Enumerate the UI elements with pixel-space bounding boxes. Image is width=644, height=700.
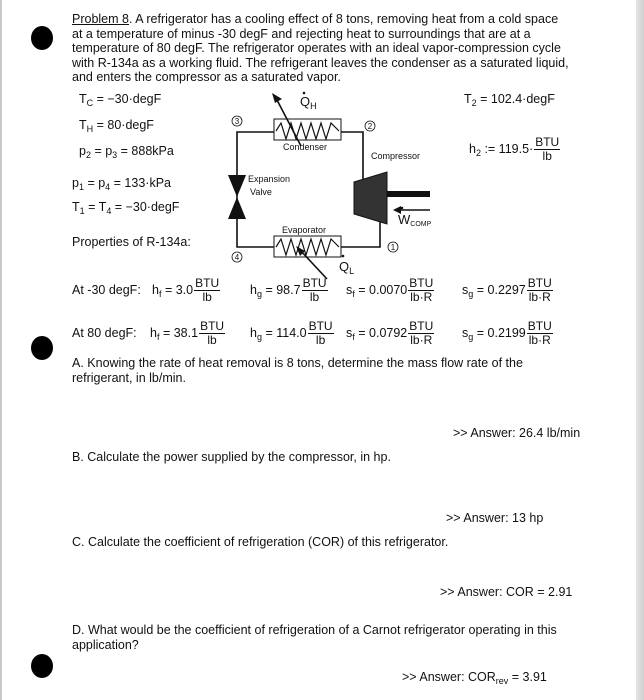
answer-b: >> Answer: 13 hp: [446, 511, 544, 525]
question-c: C. Calculate the coefficient of refrigeration (COR) of this refrigerator.: [72, 535, 449, 549]
state-3: 3: [234, 117, 240, 126]
property-hf: $h_f = 3.0$ $\frac{\text{BTU}}{lb}$: [152, 276, 220, 305]
property-hf: $h_f = 38.1$ $\frac{\text{BTU}}{lb}$: [150, 319, 225, 348]
w-label: WCOMP: [398, 212, 432, 228]
question-d: D. What would be the coefficient of refrigeration of a Carnot refrigerator operating in this application?: [72, 623, 557, 652]
condenser-coil: [276, 123, 339, 139]
binder-hole-icon: [31, 336, 53, 360]
compressor-icon: [354, 172, 387, 224]
condenser-label: Condenser: [283, 142, 328, 152]
compressor-shaft: [387, 191, 430, 197]
state-2: 2: [367, 122, 373, 131]
properties-label: Properties of R-134a:: [72, 235, 191, 249]
qh-arrowhead-icon: [272, 93, 282, 103]
expansion-valve-icon: [228, 175, 246, 197]
state-1: 1: [390, 243, 396, 252]
given-t14: $T_1 = T_4$ = −30·degF: [72, 200, 180, 216]
given-p14: $p_1 = p_4 = 133\cdot kPa$: [72, 176, 171, 192]
given-t2: $T_2$ = 102.4·degF: [464, 92, 555, 108]
property-sf: $s_f = 0.0792$ $\frac{\text{BTU}}{lb\cdot R}$: [346, 319, 434, 348]
answer-d: >> Answer: $COR_{rev} = 3.91$: [402, 670, 547, 686]
property-sg: $s_g = 0.2199$ $\frac{\text{BTU}}{lb\cdot R}$: [462, 319, 552, 348]
given-h2: $h_2$ := 119.5· $\frac{\text{BTU}}{lb}$: [469, 135, 560, 164]
answer-c: >> Answer: COR = 2.91: [440, 585, 573, 599]
compressor-label: Compressor: [371, 151, 421, 161]
given-tc: $T_C$ = −30·degF: [79, 92, 162, 108]
evaporator-coil: [276, 239, 339, 255]
property-row-label: At 80 degF:: [72, 326, 137, 340]
pipe-right-top: [341, 132, 363, 180]
question-b: B. Calculate the power supplied by the compressor, in hp.: [72, 450, 391, 464]
pipe-right-bottom: [341, 218, 380, 247]
refrigeration-cycle-diagram: [0, 0, 644, 280]
property-sf: $s_f = 0.0070$ $\frac{\text{BTU}}{lb\cdot R}$: [346, 276, 434, 305]
given-th: $T_H$ = 80·degF: [79, 118, 154, 134]
question-a: A. Knowing the rate of heat removal is 8 tons, determine the mass flow rate of the refrigerant, in lb/min.: [72, 356, 523, 385]
binder-hole-icon: [31, 654, 53, 678]
state-4: 4: [234, 253, 240, 262]
property-hg: $h_g = 98.7$ $\frac{\text{BTU}}{lb}$: [250, 276, 327, 305]
valve-label-1: Expansion: [248, 174, 291, 184]
given-p23: $p_2 = p_3 = 888kPa$: [79, 144, 174, 160]
property-sg: $s_g = 0.2297$ $\frac{\text{BTU}}{lb\cdot R}$: [462, 276, 552, 305]
valve-label-2: Valve: [250, 187, 272, 197]
property-hg: $h_g = 114.0$ $\frac{\text{BTU}}{lb}$: [250, 319, 333, 348]
problem-label: Problem 8: [72, 12, 129, 26]
problem-text: . A refrigerator has a cooling effect of 8 tons, removing heat from a cold space at a temperature of minus -30 degF and rejecting heat to surroundings that are at a temperature of 80 degF. The refrigerator operates with an ideal vapor-compression cycle with R-134a as a working fluid. The refrigerant leaves the condenser as a saturated liquid, and enters the compressor as a saturated vapor.: [72, 12, 569, 85]
evaporator-label: Evaporator: [282, 225, 327, 235]
qh-label: $Q_H$: [300, 94, 317, 111]
answer-a: >> Answer: 26.4 lb/min: [453, 426, 581, 440]
property-row-label: At -30 degF:: [72, 283, 141, 297]
ql-label: $Q_L$: [339, 259, 355, 276]
